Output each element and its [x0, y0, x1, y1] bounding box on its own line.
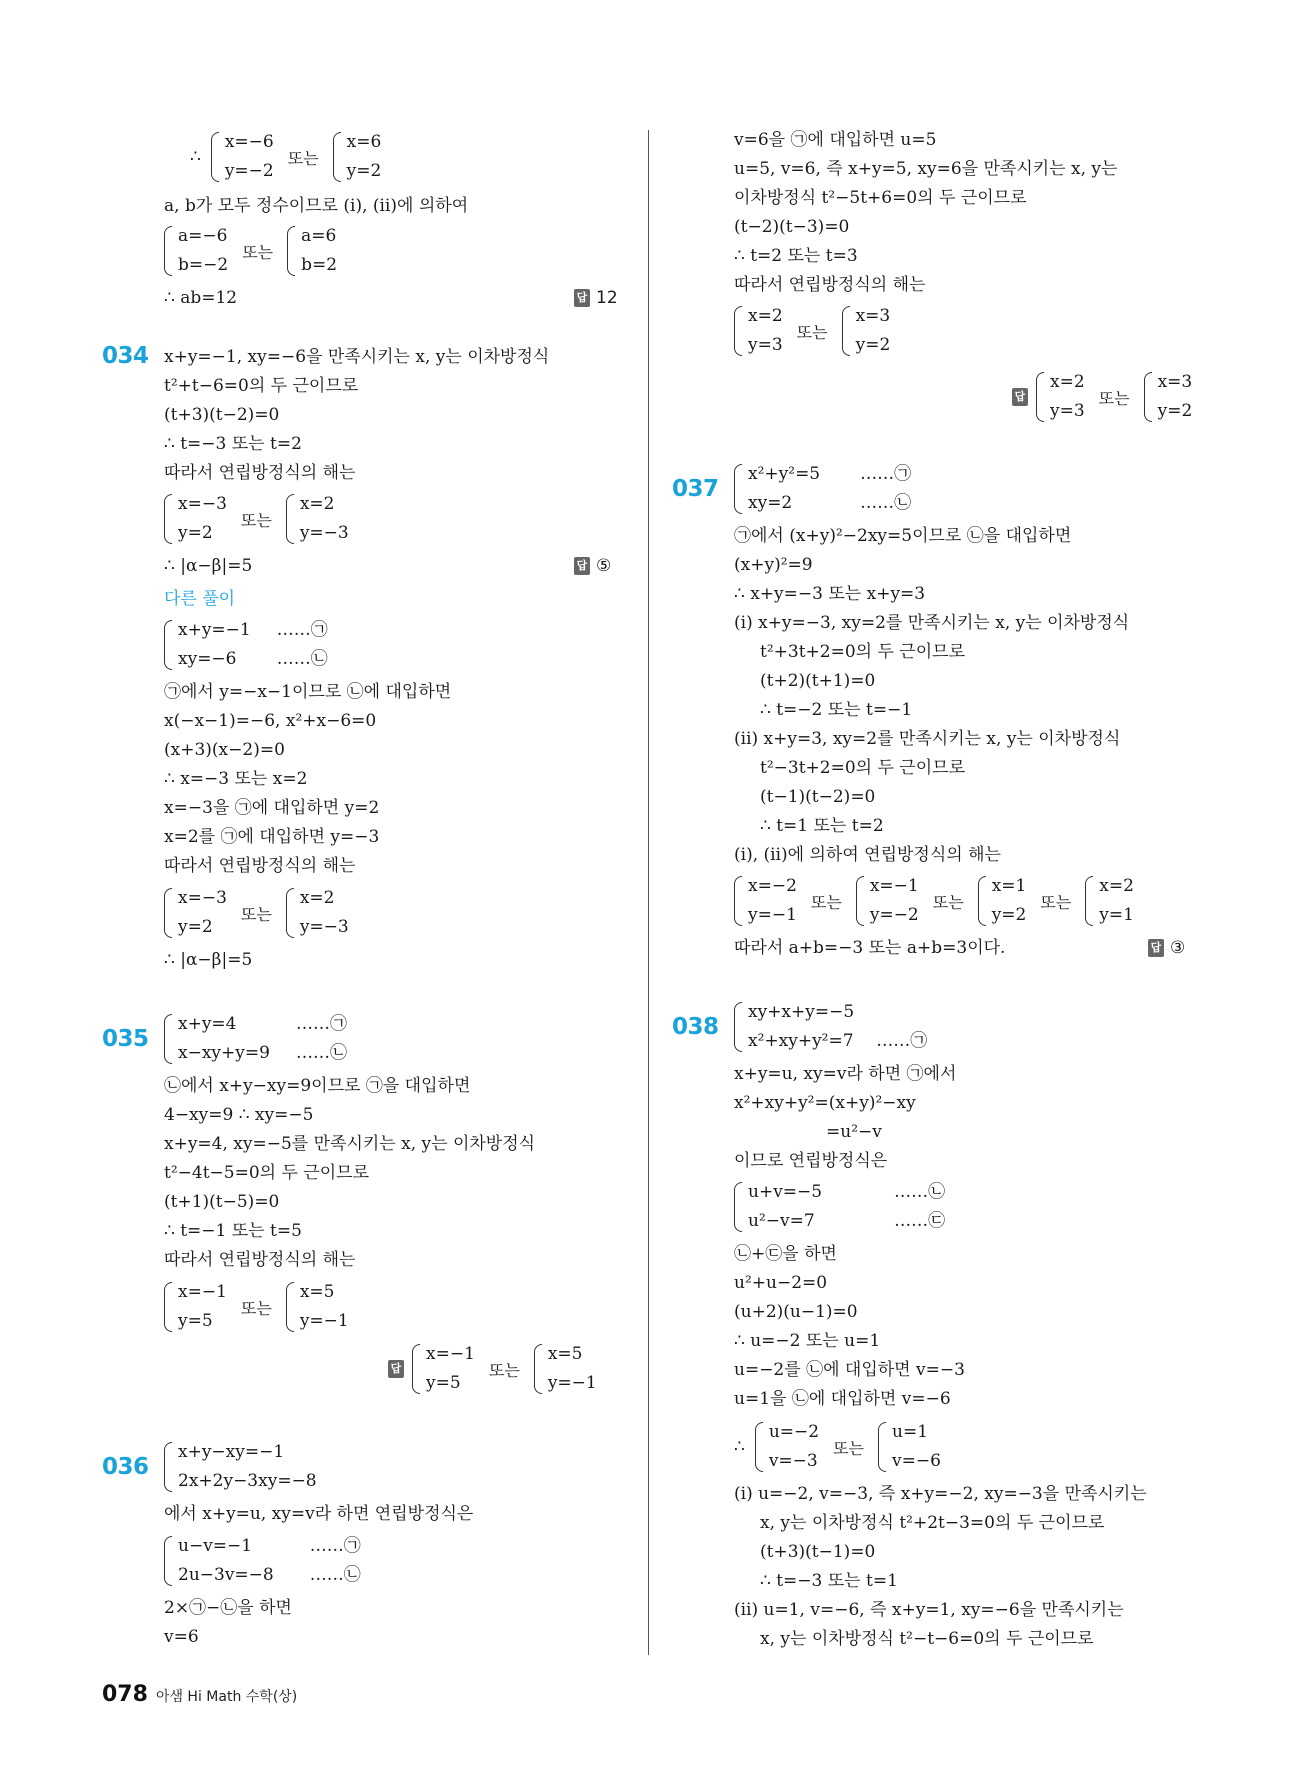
eq: 2x+2y−3xy=−8	[178, 1471, 317, 1491]
answer-034	[574, 556, 611, 576]
text-line: (u+2)(u−1)=0	[734, 1302, 858, 1322]
eq: y=−2	[224, 161, 274, 181]
brace	[1036, 372, 1044, 422]
eq: y=2	[1157, 401, 1193, 421]
eq: y=−1	[547, 1373, 597, 1393]
problem-number: 038	[672, 1014, 719, 1040]
text-line: ∴ |α−β|=5	[164, 556, 253, 576]
eq: xy=−6	[178, 649, 237, 669]
eq-tag: ……㉡	[276, 649, 328, 669]
eq: y=2	[178, 523, 213, 543]
text-line: ∴ |α−β|=5	[164, 950, 253, 970]
text-line: x+y=4, xy=−5를 만족시키는 x, y는 이차방정식	[164, 1134, 536, 1154]
text-line: t²+t−6=0의 두 근이므로	[164, 376, 359, 396]
eq: y=2	[178, 917, 213, 937]
text-line: a, b가 모두 정수이므로 (ⅰ), (ⅱ)에 의하여	[164, 196, 469, 216]
eq: x=3	[855, 306, 891, 326]
column-divider	[648, 130, 649, 1655]
eq: u²−v=7	[748, 1211, 815, 1231]
brace	[164, 1442, 172, 1492]
brace	[286, 494, 294, 544]
eq: b=2	[301, 255, 338, 275]
brace	[856, 876, 864, 926]
eq: x=5	[299, 1282, 335, 1302]
text-line: ∴ x+y=−3 또는 x+y=3	[734, 584, 926, 604]
text-line: (ⅱ) x+y=3, xy=2를 만족시키는 x, y는 이차방정식	[734, 729, 1121, 749]
system-035-given	[164, 1010, 347, 1068]
text-line: ∴ t=−2 또는 t=−1	[760, 700, 913, 720]
eq-tag: ……㉢	[894, 1211, 946, 1231]
eq: x+y−xy=−1	[178, 1442, 285, 1462]
text-line: ∴ t=1 또는 t=2	[760, 816, 884, 836]
text-line: ∴ t=−3 또는 t=2	[164, 434, 302, 454]
text-line: ㉠에서 (x+y)²−2xy=5이므로 ㉡을 대입하면	[734, 526, 1072, 546]
or-word: 또는	[240, 510, 272, 530]
answer-icon: 답	[574, 289, 590, 307]
or-word: 또는	[833, 1438, 865, 1458]
eq: a=−6	[178, 226, 228, 246]
brace	[755, 1422, 763, 1472]
text-line: ㉠에서 y=−x−1이므로 ㉡에 대입하면	[164, 682, 452, 702]
system-038-uv	[734, 1178, 945, 1236]
text-line: 따라서 연립방정식의 해는	[164, 463, 356, 483]
text-line: u²+u−2=0	[734, 1273, 828, 1293]
eq: x=−1	[869, 876, 919, 896]
text-line: ㉡+㉢을 하면	[734, 1244, 837, 1264]
answer-icon: 답	[1012, 388, 1028, 406]
eq: v=−6	[892, 1451, 941, 1471]
text-line: 이므로 연립방정식은	[734, 1151, 888, 1171]
or-word: 또는	[242, 242, 274, 262]
text-line: x²+xy+y²=(x+y)²−xy	[734, 1093, 916, 1113]
eq-tag: ……㉡	[295, 1043, 347, 1063]
text-line: x+y=−1, xy=−6을 만족시키는 x, y는 이차방정식	[164, 347, 550, 367]
text-line: u=1을 ㉡에 대입하면 v=−6	[734, 1389, 951, 1409]
page-footer	[102, 1682, 297, 1707]
brace	[211, 132, 219, 182]
text-line: x=2를 ㉠에 대입하면 y=−3	[164, 827, 380, 847]
eq: u+v=−5	[748, 1182, 823, 1202]
eq: x+y=−1	[178, 620, 251, 640]
text-line: t²−3t+2=0의 두 근이므로	[760, 758, 965, 778]
eq: u−v=−1	[178, 1536, 253, 1556]
brace	[164, 888, 172, 938]
text-line: (t+3)(t−1)=0	[760, 1542, 876, 1562]
answer-037	[1148, 938, 1185, 958]
eq: v=−3	[768, 1451, 818, 1471]
text-line: x=−3을 ㉠에 대입하면 y=2	[164, 798, 380, 818]
system-037-solution	[734, 872, 1134, 930]
text-line: (ⅰ) u=−2, v=−3, 즉 x+y=−2, xy=−3을 만족시키는	[734, 1484, 1147, 1504]
eq: x=2	[299, 494, 335, 514]
therefore-symbol: ∴	[190, 147, 201, 167]
page-number: 078	[102, 1682, 148, 1707]
brace	[164, 1536, 172, 1586]
brace	[412, 1344, 420, 1394]
text-line: 따라서 연립방정식의 해는	[734, 275, 926, 295]
brace	[534, 1344, 542, 1394]
brace	[164, 1014, 172, 1064]
or-word: 또는	[810, 892, 842, 912]
text-line: x, y는 이차방정식 t²+2t−3=0의 두 근이므로	[760, 1513, 1105, 1533]
text-line: (t−1)(t−2)=0	[760, 787, 876, 807]
or-word: 또는	[240, 904, 272, 924]
alternate-solution-title: 다른 풀이	[164, 589, 236, 609]
answer-value: ⑤	[596, 556, 612, 576]
or-word: 또는	[240, 1298, 272, 1318]
text-line: ∴ t=2 또는 t=3	[734, 246, 858, 266]
brace	[734, 306, 742, 356]
eq: x=2	[299, 888, 335, 908]
brace	[734, 464, 742, 514]
system-034-alt	[164, 616, 328, 674]
eq: y=1	[1099, 905, 1134, 925]
or-word: 또는	[287, 148, 319, 168]
system-033-solution	[190, 128, 381, 186]
eq: y=−2	[869, 905, 919, 925]
eq: x=−1	[178, 1282, 227, 1302]
eq-tag: ……㉡	[894, 1182, 946, 1202]
system-036-solution	[734, 302, 890, 360]
text-line: (ⅱ) u=1, v=−6, 즉 x+y=1, xy=−6을 만족시키는	[734, 1600, 1124, 1620]
text-line: v=6을 ㉠에 대입하면 u=5	[734, 130, 937, 150]
eq: x=2	[1099, 876, 1134, 896]
or-word: 또는	[1098, 388, 1130, 408]
answer-value: 12	[596, 288, 618, 308]
eq: y=2	[991, 905, 1027, 925]
problem-number: 037	[672, 476, 719, 502]
brace	[1144, 372, 1152, 422]
eq-tag: ……㉡	[309, 1565, 361, 1585]
eq: x²+xy+y²=7	[748, 1031, 854, 1051]
eq-tag: ……㉠	[309, 1536, 361, 1556]
text-line: (t+1)(t−5)=0	[164, 1192, 280, 1212]
text-line: u=5, v=6, 즉 x+y=5, xy=6을 만족시키는 x, y는	[734, 159, 1118, 179]
eq: x=6	[346, 132, 382, 152]
eq: y=−3	[299, 523, 349, 543]
eq: x=1	[991, 876, 1027, 896]
problem-number: 034	[102, 343, 149, 369]
text-line: (ⅰ) x+y=−3, xy=2를 만족시키는 x, y는 이차방정식	[734, 613, 1130, 633]
text-line: t²−4t−5=0의 두 근이므로	[164, 1163, 369, 1183]
text-line: ∴ x=−3 또는 x=2	[164, 769, 308, 789]
brace	[734, 876, 742, 926]
eq: x=−1	[426, 1344, 475, 1364]
text-line: 따라서 a+b=−3 또는 a+b=3이다.	[734, 938, 1006, 958]
text-line: 2×㉠−㉡을 하면	[164, 1598, 292, 1618]
eq-tag: ……㉠	[276, 620, 328, 640]
eq-tag: ……㉠	[295, 1014, 347, 1034]
eq: y=5	[178, 1311, 213, 1331]
answer-033	[574, 288, 618, 308]
text-line: 4−xy=9 ∴ xy=−5	[164, 1105, 314, 1125]
text-line: x+y=u, xy=v라 하면 ㉠에서	[734, 1064, 957, 1084]
eq: y=−1	[748, 905, 797, 925]
system-036-given	[164, 1438, 317, 1496]
text-line: (ⅰ), (ⅱ)에 의하여 연립방정식의 해는	[734, 845, 1001, 865]
brace	[842, 306, 850, 356]
text-line: 에서 x+y=u, xy=v라 하면 연립방정식은	[164, 1504, 474, 1524]
eq: xy+x+y=−5	[748, 1002, 855, 1022]
eq: y=2	[855, 335, 891, 355]
answer-035	[388, 1340, 597, 1398]
eq: a=6	[301, 226, 337, 246]
or-word: 또는	[488, 1360, 520, 1380]
system-037-given	[734, 460, 911, 518]
eq-tag: ……㉡	[860, 493, 912, 513]
eq: y=5	[426, 1373, 461, 1393]
eq-tag: ……㉠	[860, 464, 912, 484]
eq: xy=2	[748, 493, 793, 513]
eq: x=3	[1157, 372, 1193, 392]
eq-tag: ……㉠	[876, 1031, 928, 1051]
text-line: (x+3)(x−2)=0	[164, 740, 285, 760]
therefore-symbol: ∴	[734, 1437, 745, 1457]
eq: y=3	[1050, 401, 1085, 421]
eq: x=2	[1050, 372, 1085, 392]
text-line: ∴ t=−3 또는 t=1	[760, 1571, 898, 1591]
text-line: t²+3t+2=0의 두 근이므로	[760, 642, 965, 662]
text-line: 이차방정식 t²−5t+6=0의 두 근이므로	[734, 188, 1027, 208]
or-word: 또는	[932, 892, 964, 912]
eq: y=3	[748, 335, 783, 355]
text-line: 따라서 연립방정식의 해는	[164, 1250, 356, 1270]
eq: x²+y²=5	[748, 464, 821, 484]
brace	[164, 494, 172, 544]
brace	[734, 1182, 742, 1232]
eq: x+y=4	[178, 1014, 237, 1034]
brace	[734, 1002, 742, 1052]
brace	[286, 888, 294, 938]
brace	[978, 876, 986, 926]
problem-number: 035	[102, 1026, 149, 1052]
brace	[878, 1422, 886, 1472]
brace	[333, 132, 341, 182]
eq: x=5	[547, 1344, 583, 1364]
brace	[286, 1282, 294, 1332]
eq: x=−3	[178, 494, 227, 514]
eq: x=−3	[178, 888, 227, 908]
text-line: (x+y)²=9	[734, 555, 813, 575]
or-word: 또는	[1040, 892, 1072, 912]
answer-icon: 답	[388, 1360, 404, 1378]
text-line: u=−2를 ㉡에 대입하면 v=−3	[734, 1360, 965, 1380]
eq: 2u−3v=−8	[178, 1565, 274, 1585]
system-034-alt-solution	[164, 884, 349, 942]
text-line: (t+2)(t+1)=0	[760, 671, 876, 691]
system-036-uv	[164, 1532, 361, 1590]
system-033-ab	[164, 222, 337, 280]
eq: x−xy+y=9	[178, 1043, 270, 1063]
book-title: 아샘 Hi Math 수학(상)	[155, 1689, 298, 1705]
system-035-solution	[164, 1278, 349, 1336]
text-line: ∴ t=−1 또는 t=5	[164, 1221, 302, 1241]
text-line: ∴ u=−2 또는 u=1	[734, 1331, 881, 1351]
text-line: x, y는 이차방정식 t²−t−6=0의 두 근이므로	[760, 1629, 1094, 1649]
answer-icon: 답	[574, 557, 590, 575]
answer-value: ③	[1170, 938, 1186, 958]
text-line: v=6	[164, 1627, 199, 1647]
eq: y=−1	[299, 1311, 349, 1331]
brace	[164, 620, 172, 670]
brace	[164, 226, 172, 276]
eq: x=2	[748, 306, 783, 326]
answer-036	[1012, 368, 1192, 426]
eq: b=−2	[178, 255, 229, 275]
brace	[164, 1282, 172, 1332]
eq: u=1	[892, 1422, 929, 1442]
problem-number: 036	[102, 1454, 149, 1480]
eq: y=−3	[299, 917, 349, 937]
text-line: (t+3)(t−2)=0	[164, 405, 280, 425]
text-line: ∴ ab=12	[164, 288, 238, 308]
eq: x=−6	[224, 132, 274, 152]
eq: u=−2	[768, 1422, 820, 1442]
eq: x=−2	[748, 876, 797, 896]
eq: y=2	[346, 161, 382, 181]
text-line: =u²−v	[826, 1122, 882, 1142]
system-038-given	[734, 998, 927, 1056]
text-line: (t−2)(t−3)=0	[734, 217, 850, 237]
or-word: 또는	[796, 322, 828, 342]
text-line: 따라서 연립방정식의 해는	[164, 856, 356, 876]
brace	[1085, 876, 1093, 926]
text-line: x(−x−1)=−6, x²+x−6=0	[164, 711, 377, 731]
system-038-uv-solution	[734, 1418, 941, 1476]
text-line: ㉡에서 x+y−xy=9이므로 ㉠을 대입하면	[164, 1076, 471, 1096]
answer-icon: 답	[1148, 939, 1164, 957]
system-034-solution	[164, 490, 349, 548]
brace	[287, 226, 295, 276]
